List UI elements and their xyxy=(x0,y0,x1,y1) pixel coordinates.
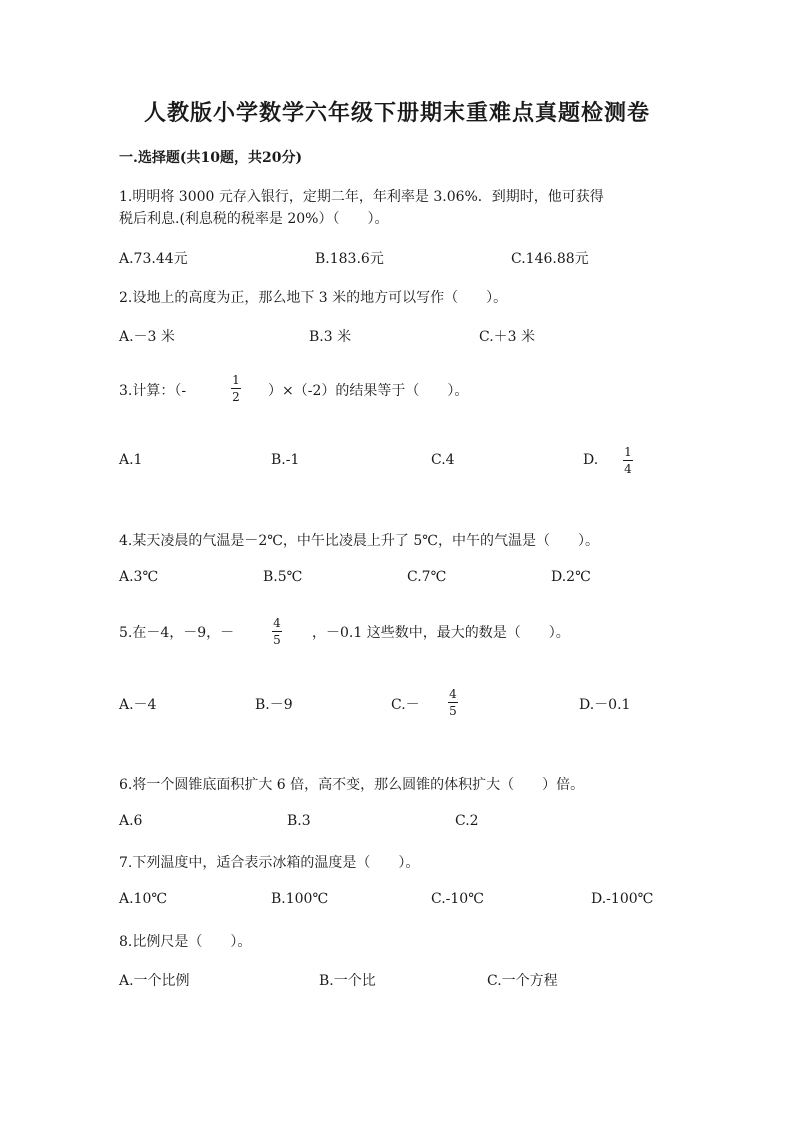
fraction-denominator: 5 xyxy=(449,704,457,718)
fraction-denominator: 4 xyxy=(624,462,632,476)
question-7-option-b[interactable]: B.100℃ xyxy=(271,891,329,907)
fraction-numerator: 1 xyxy=(624,445,632,459)
question-6-option-b[interactable]: B.3 xyxy=(287,813,311,829)
question-4-option-c[interactable]: C.7℃ xyxy=(407,569,447,585)
fraction-numerator: 4 xyxy=(449,687,457,701)
question-1-option-b[interactable]: B.183.6元 xyxy=(315,251,384,267)
question-2-option-b[interactable]: B.3 米 xyxy=(309,329,352,345)
question-4-option-b[interactable]: B.5℃ xyxy=(263,569,303,585)
question-5-stem-end: ，－0.1 这些数中，最大的数是（ ）。 xyxy=(312,625,570,641)
question-1-option-a[interactable]: A.73.44元 xyxy=(119,251,188,267)
question-2-option-a[interactable]: A.－3 米 xyxy=(119,329,175,345)
question-5-option-b[interactable]: B.－9 xyxy=(255,697,293,713)
question-5-option-a[interactable]: A.－4 xyxy=(119,697,157,713)
question-5-option-c-fraction xyxy=(448,687,458,718)
fraction-bar xyxy=(623,460,633,461)
question-6-option-c[interactable]: C.2 xyxy=(455,813,479,829)
fraction-bar xyxy=(231,388,241,389)
question-2-option-c[interactable]: C.＋3 米 xyxy=(479,329,536,345)
question-3-option-b[interactable]: B.-1 xyxy=(271,452,300,468)
question-7-option-a[interactable]: A.10℃ xyxy=(119,891,168,907)
question-2-stem: 2.设地上的高度为正，那么地下 3 米的地方可以写作（ ）。 xyxy=(119,290,508,306)
question-8-option-a[interactable]: A.一个比例 xyxy=(119,973,190,989)
question-7-stem: 7.下列温度中，适合表示冰箱的温度是（ ）。 xyxy=(119,855,420,871)
question-5-option-c[interactable]: C.－ xyxy=(391,697,420,713)
question-3-option-d-fraction xyxy=(623,445,633,476)
fraction-denominator: 5 xyxy=(273,633,281,647)
question-8-option-b[interactable]: B.一个比 xyxy=(319,973,376,989)
fraction-numerator: 4 xyxy=(273,616,281,630)
question-1-stem-line-2: 税后利息.(利息税的税率是 20%）（ ）。 xyxy=(119,211,389,227)
question-7-option-d[interactable]: D.-100℃ xyxy=(591,891,654,907)
question-1-stem-line-1: 1.明明将 3000 元存入银行，定期二年，年利率是 3.06%．到期时，他可获得 xyxy=(119,189,604,205)
question-8-stem: 8.比例尺是（ ）。 xyxy=(119,934,252,950)
section-heading: 一.选择题(共10题，共20分) xyxy=(119,150,303,166)
page-title: 人教版小学数学六年级下册期末重难点真题检测卷 xyxy=(143,100,650,126)
question-3-stem-start: 3.计算：（- xyxy=(119,383,187,399)
question-3-option-c[interactable]: C.4 xyxy=(431,452,455,468)
question-4-option-a[interactable]: A.3℃ xyxy=(119,569,159,585)
question-1-option-c[interactable]: C.146.88元 xyxy=(511,251,589,267)
question-5-option-d[interactable]: D.－0.1 xyxy=(579,697,631,713)
question-6-stem: 6.将一个圆锥底面积扩大 6 倍，高不变，那么圆锥的体积扩大（ ）倍。 xyxy=(119,777,585,793)
question-3-option-a[interactable]: A.1 xyxy=(119,452,143,468)
question-4-stem: 4.某天凌晨的气温是－2℃，中午比凌晨上升了 5℃，中午的气温是（ ）。 xyxy=(119,533,599,549)
question-3-fraction xyxy=(231,373,241,404)
fraction-bar xyxy=(448,702,458,703)
question-5-stem-start: 5.在－4，－9，－ xyxy=(119,625,235,641)
question-6-option-a[interactable]: A.6 xyxy=(119,813,143,829)
question-7-option-c[interactable]: C.-10℃ xyxy=(431,891,484,907)
question-4-option-d[interactable]: D.2℃ xyxy=(551,569,591,585)
fraction-denominator: 2 xyxy=(232,390,240,404)
fraction-numerator: 1 xyxy=(232,373,240,387)
fraction-bar xyxy=(272,631,282,632)
question-3-stem-end: ）×（-2）的结果等于（ ）。 xyxy=(268,383,469,399)
question-8-option-c[interactable]: C.一个方程 xyxy=(487,973,558,989)
question-3-option-d[interactable]: D. xyxy=(583,452,599,468)
question-5-fraction xyxy=(272,616,282,647)
